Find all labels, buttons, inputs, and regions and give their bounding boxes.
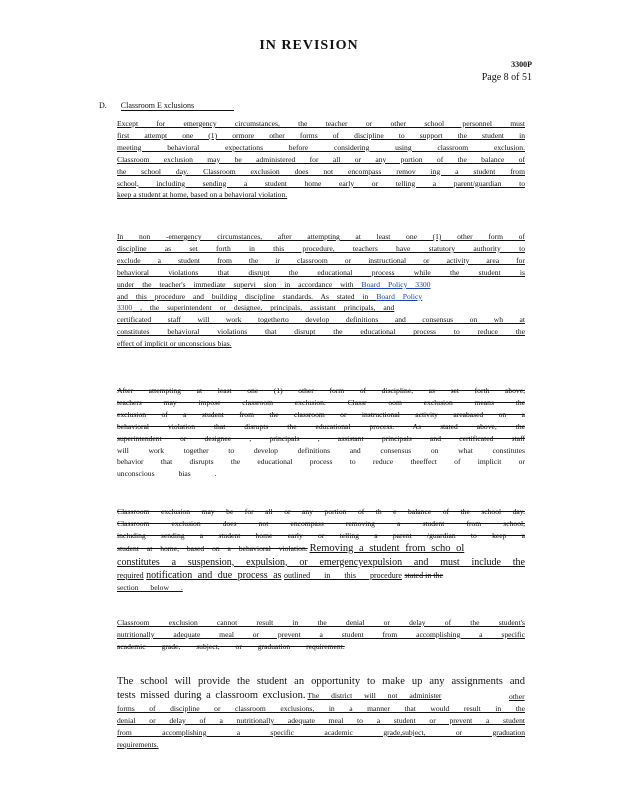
text-line: unconscious bias . [117, 469, 217, 479]
text-line: constitutes behavioral violations that disrupt the educational process to reduce the [117, 327, 525, 337]
text-fragment: stated in the [404, 570, 444, 580]
text-fragment: tests missed during a classroom exclusion. [117, 690, 306, 701]
text-line: first attempt one (1) ormore other forms of discipline to support the student in [117, 130, 525, 140]
text-line: Classroom exclusion may be for all or any portion of th e balance of the school day. [117, 507, 525, 516]
text-line: exclusion of a student from the classroom or instructional activity areabased on a [117, 409, 525, 419]
text-line: constitutes a suspension, expulsion, or emergencyexpulsion and must include the [117, 556, 525, 568]
text-fragment: under the teacher's immediate supervi sion in accordance with [117, 279, 354, 289]
text-line [117, 542, 525, 556]
text-fragment: , the superintendent or designee, principals, assistant principals, and [140, 303, 395, 313]
text-line: The school will provide the student an opportunity to make up any assignments and [117, 676, 525, 687]
section-title: Classroom E xclusions [121, 101, 234, 111]
text-line [117, 279, 525, 291]
text-line: discipline as set forth in this procedure, teachers have statutory authority to [117, 243, 525, 253]
text-fragment: The district will not administer [307, 691, 442, 700]
text-line: denial or delay of a nutritionally adequate meal to a student or prevent a student [117, 715, 525, 725]
text-line: behavioral violations that disrupt the educational process while the student is [117, 267, 525, 277]
text-fragment: Removing a student from scho ol [309, 542, 465, 554]
text-line: will work together to develop definitions and consensus on what constitutes [117, 445, 525, 455]
paragraph-4 [117, 506, 525, 594]
page-number: Page 8 of 51 [481, 72, 532, 83]
text-line: Classroom exclusion may be administered for all or any portion of the balance of [117, 154, 525, 164]
text-line: keep a student at home, based on a behavioral violation. [117, 190, 288, 200]
section-label: D. [99, 101, 107, 110]
text-line: behavior that disrupts the educational process to reduce theeffect of implicit or [117, 457, 525, 467]
text-line: exclude a student from the ir classroom or instructional or activity area for [117, 255, 525, 265]
text-line [117, 302, 525, 314]
paragraph-6 [117, 675, 525, 751]
paragraph-3-struck [117, 385, 525, 480]
text-line: superintendent or designee , principals , assistant principals and certificated staff [117, 433, 525, 443]
text-line [509, 691, 525, 703]
text-line: nutritionally adequate meal or prevent a student from accomplishing a specific [117, 629, 525, 639]
text-line: section below . [117, 582, 183, 592]
text-fragment: outlined in this procedure [283, 570, 402, 580]
paragraph-5 [117, 617, 525, 653]
text-line: teachers may impose classroom exclusion. Classr oom exclusion means the [117, 397, 525, 407]
text-line: behavioral violation that disrupts the educational process. As stated above, the [117, 421, 525, 431]
text-line: forms of discipline or classroom exclusions, in a manner that would result in the [117, 704, 525, 713]
text-line: school, including sending a student home early or telling a parent/guardian to [117, 178, 525, 188]
text-line [117, 689, 525, 703]
text-fragment: required [117, 570, 144, 580]
text-line: In non -emergency circumstances, after attempting at least one (1) other form of [117, 232, 525, 241]
text-line: meeting behavioral expectations before considering using classroom exclusion. [117, 142, 525, 152]
paragraph-1 [117, 118, 525, 201]
text-line: After attempting at least one (1) other form of discipline, as set forth above, [117, 386, 525, 395]
page-title: IN REVISION [259, 38, 359, 53]
text-fragment: student at home, based on a behavioral violation. [117, 543, 308, 553]
board-policy-link[interactable]: 3300 [117, 303, 133, 313]
paragraph-2 [117, 231, 525, 350]
text-line: including sending a student home early or telling a parent /guardian to keep a [117, 530, 525, 540]
text-line: the school day. Classroom exclusion does not encompass remov ing a student from [117, 166, 525, 176]
text-line: Classroom exclusion does not encompass removing a student from school, [117, 518, 525, 528]
text-line: from accomplishing a specific academic grade,subject, or graduation [117, 727, 525, 737]
text-line: academic grade, subject, or graduation requirement. [117, 641, 345, 651]
text-line: Except for emergency circumstances, the teacher or other school personnel must [117, 119, 525, 128]
text-line: requirements. [117, 739, 159, 749]
text-fragment: and this procedure and building discipline standards. As stated in [117, 291, 369, 301]
text-line: certificated staff will work togetherto develop definitions and consensus on wh at [117, 315, 525, 325]
text-fragment: notification and due process as [146, 569, 282, 581]
section-heading [99, 101, 234, 111]
document-number: 3300P [511, 60, 532, 69]
text-line [117, 291, 525, 303]
text-fragment: other [509, 692, 525, 701]
text-line [117, 570, 525, 582]
text-line: effect of implicit or unconscious bias. [117, 339, 232, 349]
text-line: Classroom exclusion cannot result in the denial or delay of the student's [117, 618, 525, 627]
board-policy-link[interactable]: Board Policy [376, 291, 423, 301]
board-policy-link[interactable]: Board Policy 3300 [361, 279, 431, 289]
